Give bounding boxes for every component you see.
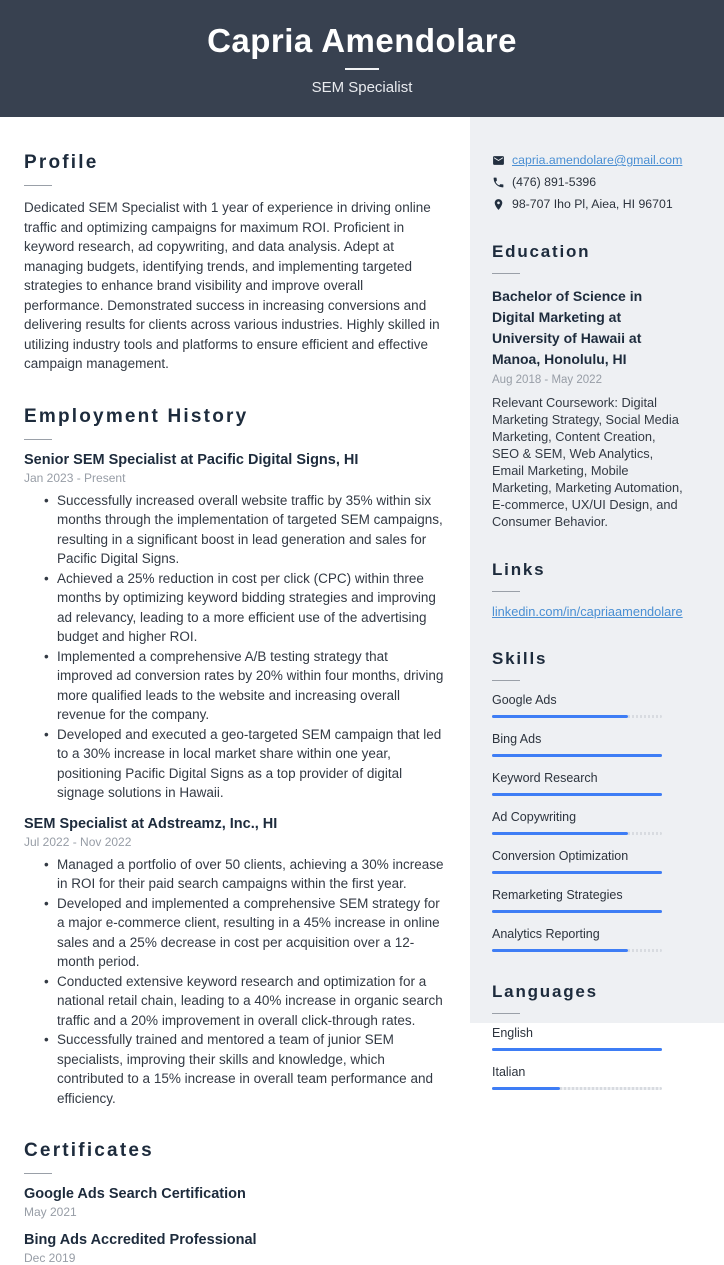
education-heading: Education bbox=[492, 242, 591, 261]
certificate-entry bbox=[24, 1232, 446, 1265]
languages-heading: Languages bbox=[492, 982, 598, 1001]
main-column bbox=[0, 117, 470, 1265]
languages-list bbox=[492, 1026, 684, 1090]
section-rule bbox=[24, 1173, 52, 1174]
skill-bar-track bbox=[492, 949, 662, 952]
email-icon bbox=[492, 154, 505, 167]
contact-phone-row bbox=[492, 174, 684, 190]
skill-bar-track bbox=[492, 754, 662, 757]
bullet-item: • Developed and implemented a comprehensive SEM strategy for a major e-commerce client, resulting in a 45% increase in online sales and a 25% decrease in cost per acquisition over a 12-month period. bbox=[44, 894, 446, 972]
language-bar-fill bbox=[492, 1048, 662, 1051]
certificates-section bbox=[24, 1140, 446, 1265]
bullet-item: • Achieved a 25% reduction in cost per click (CPC) within three months by optimizing keyword bidding strategies and improving ad relevancy, leading to a more efficient use of the advertising budget and higher ROI. bbox=[44, 569, 446, 647]
skill-bar-fill bbox=[492, 871, 662, 874]
contact-section bbox=[492, 152, 684, 212]
skill-bar-fill bbox=[492, 949, 628, 952]
skill-item bbox=[492, 693, 684, 718]
bullet-item: • Successfully increased overall website traffic by 35% within six months through the implementation of targeted SEM campaigns, resulting in a significant boost in lead generation and sales for Pacific Digital Signs. bbox=[44, 491, 446, 569]
profile-heading: Profile bbox=[24, 152, 99, 173]
links-list bbox=[492, 604, 684, 619]
skill-name: Google Ads bbox=[492, 693, 557, 707]
section-rule bbox=[492, 273, 520, 274]
language-name: Italian bbox=[492, 1065, 526, 1079]
education-description: Relevant Coursework: Digital Marketing Strategy, Social Media Marketing, Content Creation, SEO & SEM, Web Analytics, Email Marketing, Mobile Marketing, Marketing Automation, E-commerce, UX/UI Design, and Consumer Behavior. bbox=[492, 395, 683, 529]
contact-email-row bbox=[492, 152, 684, 168]
section-rule bbox=[24, 439, 52, 440]
certificate-date: Dec 2019 bbox=[24, 1251, 76, 1265]
location-pin-icon bbox=[492, 198, 505, 211]
skills-heading: Skills bbox=[492, 649, 548, 668]
language-item bbox=[492, 1026, 684, 1051]
header-divider bbox=[345, 68, 379, 70]
links-heading: Links bbox=[492, 560, 546, 579]
skill-bar-track bbox=[492, 793, 662, 796]
certificate-title: Bing Ads Accredited Professional bbox=[24, 1232, 257, 1248]
language-bar-track bbox=[492, 1087, 662, 1090]
skill-item bbox=[492, 771, 684, 796]
skill-bar-track bbox=[492, 715, 662, 718]
skill-item bbox=[492, 810, 684, 835]
skill-bar-fill bbox=[492, 793, 662, 796]
certificates-heading: Certificates bbox=[24, 1140, 154, 1161]
job-entry bbox=[24, 452, 446, 803]
person-name: Capria Amendolare bbox=[207, 21, 517, 59]
profile-text: Dedicated SEM Specialist with 1 year of experience in driving online traffic and optimizing campaigns for maximum ROI. Proficient in keyword research, ad copywriting, and data analysis. Adept at managing budgets, identifying trends, and implementing targeted strategies to enhance brand visibility and improve overall performance. Demonstrated success in increasing conversions and delivering results for clients across various industries. Highly skilled in utilizing industry tools and platforms to ensure efficient and effective campaign management. bbox=[24, 200, 440, 371]
job-bullets bbox=[24, 491, 446, 803]
profile-section bbox=[24, 152, 446, 374]
bullet-item: • Implemented a comprehensive A/B testing strategy that improved ad conversion rates by 20% within four months, driving more qualified leads to the website and increasing overall revenue for the company. bbox=[44, 647, 446, 725]
skill-name: Bing Ads bbox=[492, 732, 542, 746]
header bbox=[0, 0, 724, 117]
skill-name: Keyword Research bbox=[492, 771, 598, 785]
certificate-title: Google Ads Search Certification bbox=[24, 1186, 246, 1202]
skill-bar-fill bbox=[492, 715, 628, 718]
job-bullets bbox=[24, 855, 446, 1109]
job-title: Senior SEM Specialist at Pacific Digital Signs, HI bbox=[24, 451, 359, 468]
bullet-item: • Developed and executed a geo-targeted SEM campaign that led to a 30% increase in local market share within one year, positioning Pacific Digital Signs as a top provider of digital signage solutions in Hawaii. bbox=[44, 725, 446, 803]
skill-name: Conversion Optimization bbox=[492, 849, 629, 863]
phone-number: (476) 891-5396 bbox=[512, 175, 597, 189]
certificate-entry bbox=[24, 1186, 446, 1219]
skills-section bbox=[492, 649, 684, 952]
education-dates: Aug 2018 - May 2022 bbox=[492, 374, 602, 386]
job-title: SEM Specialist at Adstreamz, Inc., HI bbox=[24, 815, 278, 832]
skill-bar-track bbox=[492, 910, 662, 913]
section-rule bbox=[492, 680, 520, 681]
language-item bbox=[492, 1065, 684, 1090]
bullet-item: • Successfully trained and mentored a team of junior SEM specialists, improving their skills and knowledge, which contributed to a 15% increase in overall team performance and efficiency. bbox=[44, 1030, 446, 1108]
bullet-item: • Managed a portfolio of over 50 clients, achieving a 30% increase in ROI for their paid search campaigns within the first year. bbox=[44, 855, 446, 894]
skill-bar-track bbox=[492, 871, 662, 874]
section-rule bbox=[492, 591, 520, 592]
skill-bar-track bbox=[492, 832, 662, 835]
languages-section bbox=[492, 982, 684, 1090]
phone-icon bbox=[492, 176, 505, 189]
skills-list bbox=[492, 693, 684, 952]
person-job-title: SEM Specialist bbox=[311, 78, 413, 96]
skill-bar-fill bbox=[492, 910, 662, 913]
skill-bar-fill bbox=[492, 754, 662, 757]
contact-address-row bbox=[492, 196, 684, 212]
external-link[interactable]: linkedin.com/in/capriaamendolare bbox=[492, 604, 683, 619]
certificate-date: May 2021 bbox=[24, 1205, 77, 1219]
skill-item bbox=[492, 888, 684, 913]
language-name: English bbox=[492, 1026, 533, 1040]
jobs-list bbox=[24, 452, 446, 1109]
links-section bbox=[492, 560, 684, 619]
employment-section bbox=[24, 406, 446, 1109]
language-bar-fill bbox=[492, 1087, 560, 1090]
skill-name: Analytics Reporting bbox=[492, 927, 600, 941]
job-dates: Jul 2022 - Nov 2022 bbox=[24, 834, 132, 849]
sidebar bbox=[470, 117, 724, 1079]
education-degree: Bachelor of Science in Digital Marketing at University of Hawaii at Manoa, Honolulu, HI bbox=[492, 288, 643, 367]
language-bar-track bbox=[492, 1048, 662, 1051]
skill-bar-fill bbox=[492, 832, 628, 835]
email-link[interactable]: capria.amendolare@gmail.com bbox=[512, 153, 683, 167]
skill-item bbox=[492, 849, 684, 874]
skill-item bbox=[492, 927, 684, 952]
employment-heading: Employment History bbox=[24, 405, 249, 427]
skill-name: Ad Copywriting bbox=[492, 810, 577, 824]
address: 98-707 Iho Pl, Aiea, HI 96701 bbox=[512, 197, 673, 211]
content bbox=[0, 117, 724, 1265]
education-section bbox=[492, 242, 684, 530]
job-dates: Jan 2023 - Present bbox=[24, 470, 126, 485]
skill-name: Remarketing Strategies bbox=[492, 888, 623, 902]
section-rule bbox=[492, 1013, 520, 1014]
bullet-item: • Conducted extensive keyword research and optimization for a national retail chain, leading to a 40% increase in organic search traffic and a 20% improvement in overall click-through rates. bbox=[44, 972, 446, 1031]
section-rule bbox=[24, 185, 52, 186]
job-entry bbox=[24, 816, 446, 1109]
skill-item bbox=[492, 732, 684, 757]
certificates-list bbox=[24, 1186, 446, 1265]
